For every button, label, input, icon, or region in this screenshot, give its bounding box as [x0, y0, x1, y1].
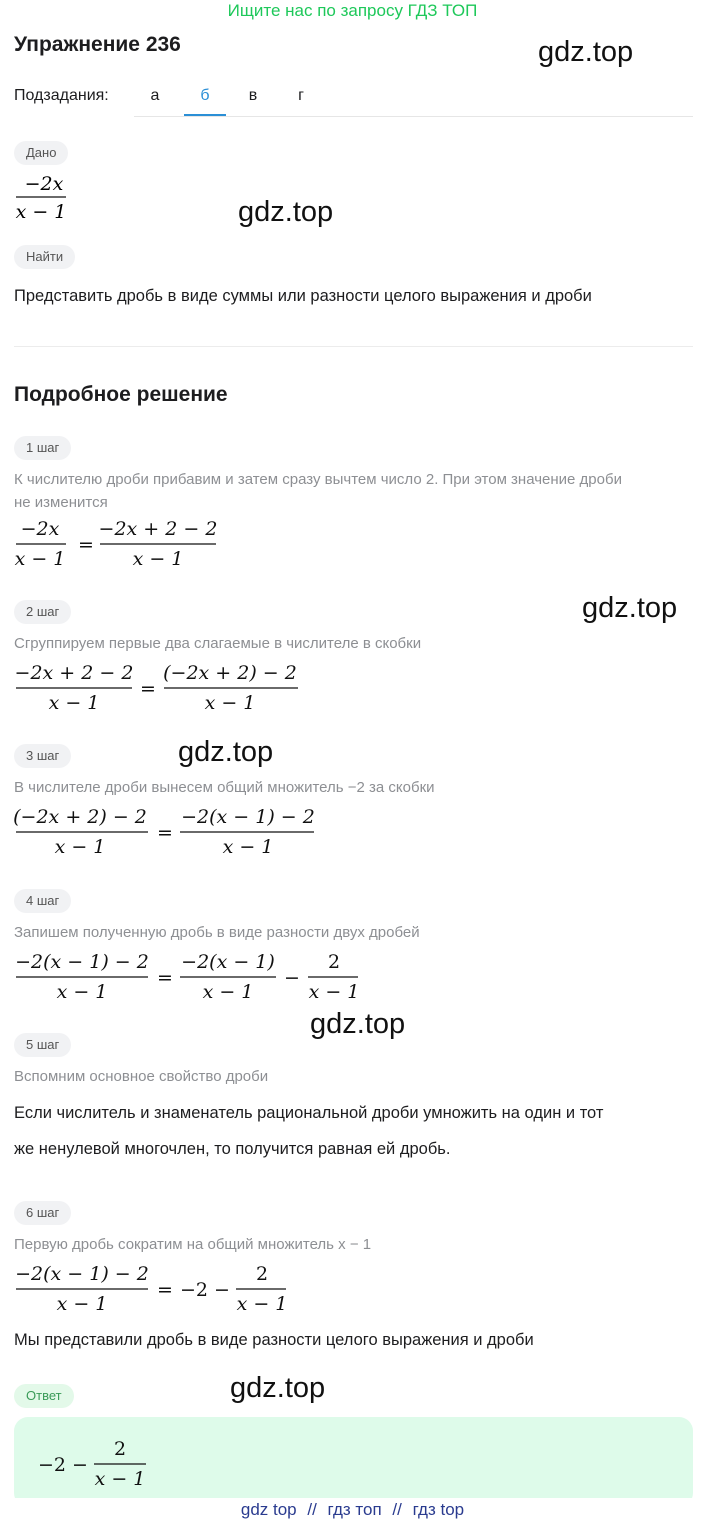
step-6-formula — [14, 1260, 314, 1323]
step-5-label: 5 шаг — [14, 1033, 71, 1057]
svg-text:−2(x − 1) − 2: −2(x − 1) − 2 — [15, 1263, 149, 1285]
fraction-property-line1: Если числитель и знаменатель рациональной дроби умножить на один и тот — [14, 1104, 604, 1122]
svg-text:x − 1: x − 1 — [56, 981, 108, 1003]
svg-text:−2 −: −2 − — [38, 1454, 88, 1476]
given-label: Дано — [14, 141, 68, 165]
svg-text:(−2x + 2) − 2: (−2x + 2) − 2 — [163, 662, 297, 684]
step-1-label: 1 шаг — [14, 436, 71, 460]
svg-text:x − 1: x − 1 — [222, 836, 274, 858]
given-fraction-svg — [14, 170, 74, 224]
search-banner: Ищите нас по запросу ГДЗ ТОП — [227, 1, 478, 20]
footer-link-2[interactable]: гдз топ — [327, 1500, 382, 1519]
step-3-formula — [14, 803, 324, 866]
step-5-text: Вспомним основное свойство дроби — [14, 1068, 269, 1085]
watermark: gdz.top — [238, 196, 334, 228]
svg-text:−2(x − 1) − 2: −2(x − 1) − 2 — [181, 806, 315, 828]
svg-text:=: = — [157, 822, 173, 844]
svg-text:2: 2 — [113, 1438, 127, 1460]
answer-box — [14, 1417, 693, 1507]
divider — [14, 346, 693, 347]
watermark: gdz.top — [582, 592, 678, 624]
page-title: Упражнение 236 — [14, 33, 181, 56]
subtasks-label: Подзадания: — [14, 87, 109, 104]
tab-a[interactable]: а — [150, 87, 160, 104]
given-denominator: x − 1 — [15, 201, 67, 223]
watermark: gdz.top — [538, 36, 634, 68]
step-3-text: В числителе дроби вынесем общий множитель −2 за скобки — [14, 779, 435, 796]
step-6-label: 6 шаг — [14, 1201, 71, 1225]
svg-text:x − 1: x − 1 — [236, 1293, 288, 1315]
svg-text:−2x + 2 − 2: −2x + 2 − 2 — [98, 518, 218, 540]
step-3-label: 3 шаг — [14, 744, 71, 768]
find-label: Найти — [14, 245, 75, 269]
given-numerator: −2x — [24, 173, 64, 195]
watermark: gdz.top — [230, 1372, 326, 1404]
answer-label: Ответ — [14, 1384, 74, 1408]
tab-g[interactable]: г — [298, 87, 304, 104]
svg-text:=: = — [78, 534, 94, 556]
footer-separator: // — [307, 1500, 317, 1519]
step-2-formula — [14, 659, 314, 722]
svg-text:2: 2 — [255, 1263, 269, 1285]
footer-link-3[interactable]: гдз top — [412, 1500, 465, 1519]
footer-separator: // — [392, 1500, 402, 1519]
svg-text:x − 1: x − 1 — [204, 692, 256, 714]
svg-text:x − 1: x − 1 — [308, 981, 360, 1003]
svg-text:−2 −: −2 − — [180, 1279, 230, 1301]
find-text: Представить дробь в виде суммы или разности целого выражения и дроби — [14, 287, 592, 305]
step-6-text: Первую дробь сократим на общий множитель x − 1 — [14, 1236, 372, 1253]
step-1-text: К числителю дроби прибавим и затем сразу вычтем число 2. При этом значение дроби — [14, 471, 622, 488]
svg-text:(−2x + 2) − 2: (−2x + 2) − 2 — [14, 806, 147, 828]
svg-text:x − 1: x − 1 — [48, 692, 100, 714]
footer-links — [0, 1500, 705, 1520]
step-6-conclusion: Мы представили дробь в виде разности целого выражения и дроби — [14, 1331, 534, 1349]
solution-title: Подробное решение — [14, 383, 228, 406]
svg-text:−: − — [284, 967, 300, 989]
step-2-text: Сгруппируем первые два слагаемые в числителе в скобки — [14, 635, 422, 652]
svg-text:−2x: −2x — [20, 518, 60, 540]
svg-text:x − 1: x − 1 — [94, 1468, 146, 1490]
step-4-label: 4 шаг — [14, 889, 71, 913]
step-4-text: Запишем полученную дробь в виде разности двух дробей — [14, 924, 420, 941]
step-4-formula — [14, 948, 374, 1011]
svg-text:x − 1: x − 1 — [56, 1293, 108, 1315]
step-2-label: 2 шаг — [14, 600, 71, 624]
subtasks-tabs — [134, 78, 693, 117]
svg-text:=: = — [157, 967, 173, 989]
svg-text:x − 1: x − 1 — [14, 548, 66, 570]
step-1-text-line2: не изменится — [14, 494, 108, 511]
svg-text:−2x + 2 − 2: −2x + 2 − 2 — [14, 662, 134, 684]
tab-b[interactable]: б — [184, 78, 226, 116]
watermark: gdz.top — [178, 736, 274, 768]
answer-formula — [36, 1435, 186, 1498]
svg-text:−2(x − 1) − 2: −2(x − 1) − 2 — [15, 951, 149, 973]
svg-text:−2(x − 1): −2(x − 1) — [181, 951, 275, 973]
svg-text:x − 1: x − 1 — [54, 836, 106, 858]
svg-text:x − 1: x − 1 — [132, 548, 184, 570]
watermark: gdz.top — [310, 1008, 406, 1040]
given-fraction — [14, 170, 74, 224]
tab-v[interactable]: в — [248, 87, 258, 104]
step-1-formula — [14, 515, 274, 578]
svg-text:=: = — [157, 1279, 173, 1301]
svg-text:2: 2 — [327, 951, 341, 973]
footer-link-1[interactable]: gdz top — [240, 1500, 297, 1519]
svg-text:x − 1: x − 1 — [202, 981, 254, 1003]
svg-text:=: = — [140, 678, 156, 700]
fraction-property-line2: же ненулевой многочлен, то получится равная ей дробь. — [14, 1140, 451, 1158]
